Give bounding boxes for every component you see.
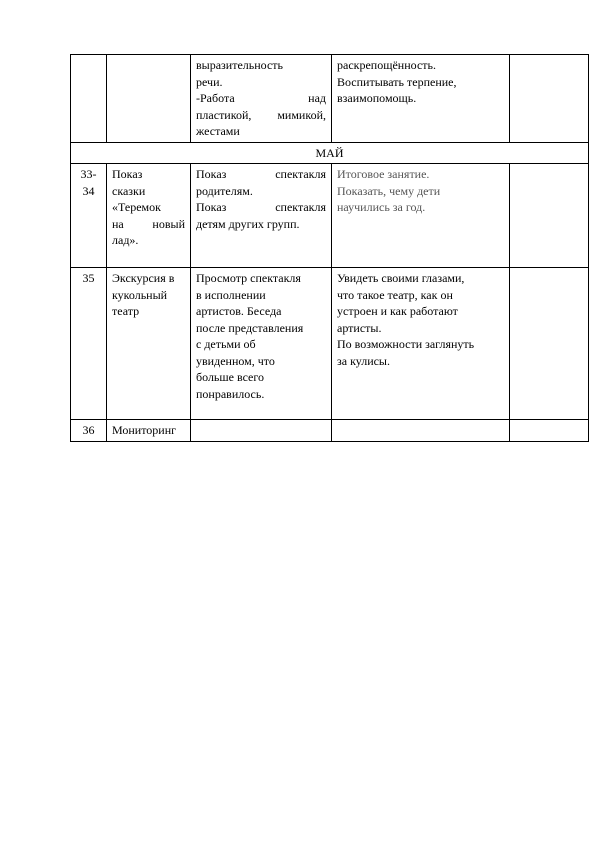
cell-line: Показ bbox=[112, 167, 143, 181]
table-row bbox=[71, 268, 589, 420]
activity-cell bbox=[191, 420, 332, 442]
cell-line: жестами bbox=[196, 124, 240, 138]
notes-cell bbox=[510, 268, 589, 420]
cell-line: что такое театр, как он bbox=[337, 287, 453, 302]
cell-line: Воспитывать терпение, bbox=[337, 74, 457, 89]
cell-line: после представления bbox=[196, 320, 304, 335]
cell-line: родителям. bbox=[196, 183, 253, 198]
row-number bbox=[71, 55, 107, 143]
cell-line: за кулисы. bbox=[337, 353, 390, 368]
activity-cell bbox=[191, 268, 332, 420]
lesson-plan-table bbox=[70, 54, 589, 442]
row-number bbox=[71, 164, 107, 268]
activity-cell bbox=[191, 164, 332, 268]
cell-line: артисты. bbox=[337, 320, 382, 335]
goals-cell bbox=[332, 164, 510, 268]
goals-cell bbox=[332, 55, 510, 143]
topic-cell bbox=[107, 268, 191, 420]
cell-line: Увидеть своими глазами, bbox=[337, 271, 465, 285]
cell-line: раскрепощённость. bbox=[337, 58, 436, 72]
month-heading: МАЙ bbox=[71, 142, 589, 164]
cell-line: научились за год. bbox=[337, 200, 426, 214]
topic-cell bbox=[107, 55, 191, 143]
activity-cell bbox=[191, 55, 332, 143]
cell-line: взаимопомощь. bbox=[337, 91, 417, 105]
row-number bbox=[71, 420, 107, 442]
notes-cell bbox=[510, 55, 589, 143]
cell-line: увиденном, что bbox=[196, 353, 275, 368]
table-row bbox=[71, 55, 589, 143]
cell-line: в исполнении bbox=[196, 287, 266, 302]
cell-line: -Работа над bbox=[196, 91, 326, 105]
cell-line: Показ спектакля bbox=[196, 167, 326, 181]
cell-line: Показать, чему дети bbox=[337, 183, 441, 198]
cell-line: «Теремок bbox=[112, 200, 161, 214]
row-number-line: 34 bbox=[82, 183, 95, 198]
goals-cell bbox=[332, 420, 510, 442]
cell-line: сказки bbox=[112, 183, 146, 198]
cell-line: на новый bbox=[112, 216, 185, 231]
notes-cell bbox=[510, 164, 589, 268]
month-heading-row bbox=[71, 142, 589, 164]
cell-line: больше всего bbox=[196, 370, 264, 384]
goals-cell bbox=[332, 268, 510, 420]
cell-line: По возможности заглянуть bbox=[337, 337, 475, 351]
cell-line: выразительность bbox=[196, 58, 284, 72]
row-number-line: 36 bbox=[82, 423, 95, 437]
cell-line: Мониторинг bbox=[112, 423, 177, 437]
cell-line: лад». bbox=[112, 233, 139, 247]
cell-line: с детьми об bbox=[196, 337, 256, 351]
table-row bbox=[71, 164, 589, 268]
cell-line: Итоговое занятие. bbox=[337, 167, 430, 181]
cell-line: Просмотр спектакля bbox=[196, 271, 301, 285]
cell-line: артистов. Беседа bbox=[196, 304, 282, 318]
cell-line: речи. bbox=[196, 74, 223, 89]
cell-line: пластикой, мимикой, bbox=[196, 107, 326, 122]
topic-cell bbox=[107, 164, 191, 268]
cell-line: Экскурсия в bbox=[112, 271, 175, 285]
cell-line: устроен и как работают bbox=[337, 304, 458, 318]
row-number-line: 33- bbox=[80, 167, 97, 181]
cell-line: детям других групп. bbox=[196, 216, 300, 231]
cell-line: Показ спектакля bbox=[196, 200, 326, 214]
cell-line: театр bbox=[112, 304, 140, 318]
table-row bbox=[71, 420, 589, 442]
row-number-line: 35 bbox=[82, 271, 95, 285]
cell-line: кукольный bbox=[112, 287, 168, 302]
topic-cell bbox=[107, 420, 191, 442]
row-number bbox=[71, 268, 107, 420]
notes-cell bbox=[510, 420, 589, 442]
cell-line: понравилось. bbox=[196, 386, 265, 401]
